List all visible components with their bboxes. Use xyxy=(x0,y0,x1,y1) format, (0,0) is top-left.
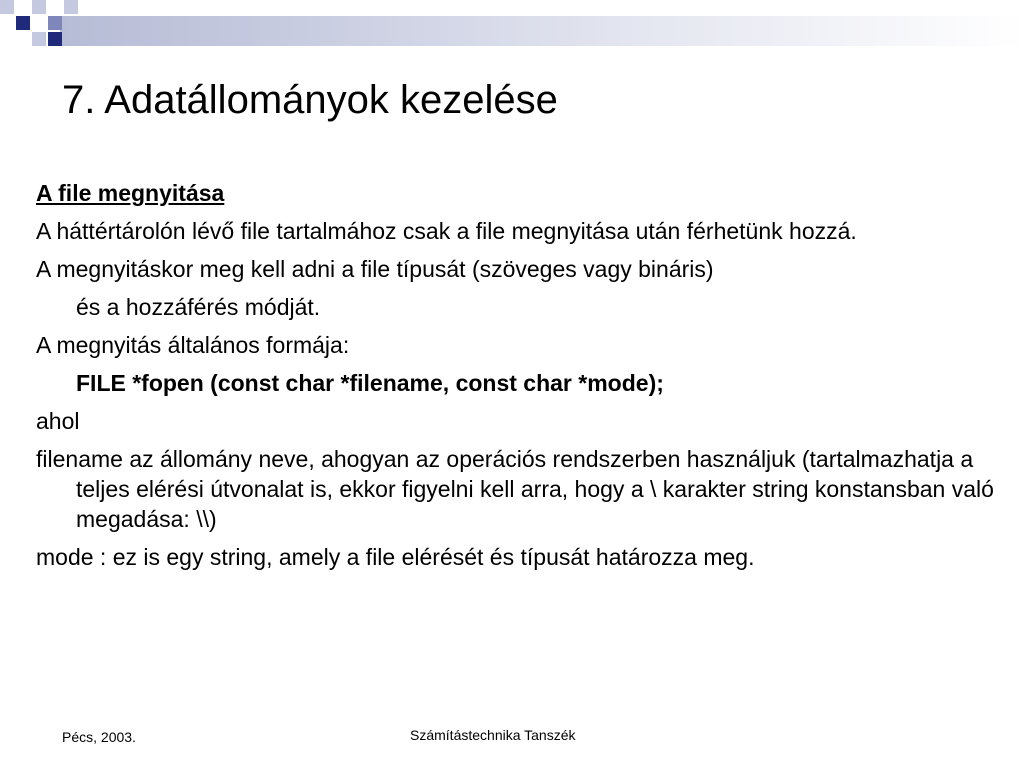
header-decoration xyxy=(0,0,1024,46)
paragraph: mode : ez is egy string, amely a file elérését és típusát határozza meg. xyxy=(36,544,755,570)
slide-body xyxy=(36,178,1016,580)
decor-square xyxy=(48,16,62,30)
decor-square xyxy=(0,0,14,14)
header-gradient-bar xyxy=(60,16,1024,46)
decor-square xyxy=(48,32,62,46)
paragraph: A megnyitás általános formája: xyxy=(36,332,350,358)
paragraph: A megnyitáskor meg kell adni a file típusát (szöveges vagy bináris) xyxy=(36,256,714,282)
decor-square xyxy=(32,32,46,46)
paragraph: A háttértárolón lévő file tartalmához csak a file megnyitása után férhetünk hozzá. xyxy=(36,218,857,244)
paragraph: filename az állomány neve, ahogyan az operációs rendszerben használjuk (tartalmazhatja a teljes elérési útvonalat is, ekkor figyelni kell arra, hogy a \ karakter string konstansban való megadása: \\) xyxy=(36,446,994,532)
decor-square xyxy=(16,16,30,30)
slide-title: 7. Adatállományok kezelése xyxy=(62,78,558,122)
paragraph: ahol xyxy=(36,408,80,434)
decor-square xyxy=(32,0,46,14)
paragraph: és a hozzáférés módját. xyxy=(76,294,321,320)
decor-square xyxy=(64,0,78,14)
footer-department: Számítástechnika Tanszék xyxy=(410,727,576,743)
section-heading: A file megnyitása xyxy=(36,180,225,206)
footer-date: Pécs, 2003. xyxy=(62,729,136,745)
code-line: FILE *fopen (const char *filename, const char *mode); xyxy=(76,370,664,396)
